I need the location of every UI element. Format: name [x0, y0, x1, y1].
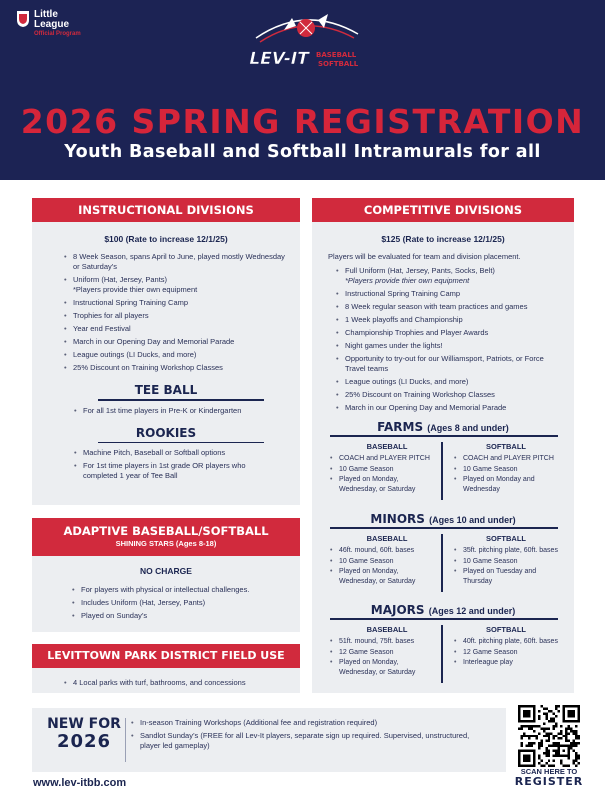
- list-item: • 12 Game Season: [454, 648, 558, 658]
- qr-module: [565, 737, 567, 739]
- qr-module: [558, 732, 560, 734]
- list-item: • League outings (LI Ducks, and more): [64, 350, 288, 360]
- qr-module: [573, 750, 575, 752]
- list-item: • Year end Festival: [64, 324, 288, 334]
- qr-module: [545, 715, 547, 717]
- qr-module: [553, 727, 555, 729]
- qr-module: [533, 730, 535, 732]
- rookies-title: ROOKIES: [135, 425, 197, 440]
- qr-module: [558, 742, 560, 744]
- competitive-price: $125 (Rate to increase 12/1/25): [381, 234, 505, 244]
- qr-module: [548, 735, 550, 737]
- list-item: • Played on Monday and Wednesday: [454, 475, 558, 494]
- qr-module: [540, 740, 542, 742]
- qr-module: [538, 745, 540, 747]
- qr-module: [520, 735, 522, 737]
- scan-line1: SCAN HERE TO: [520, 767, 578, 776]
- page-title: 2026 SPRING REGISTRATION: [20, 102, 585, 141]
- farms-name: FARMS: [377, 420, 424, 434]
- list-item: • 10 Game Season: [330, 557, 438, 567]
- qr-module: [573, 730, 575, 732]
- qr-module: [560, 732, 562, 734]
- qr-module: [570, 727, 572, 729]
- little-league-icon: [16, 10, 30, 28]
- qr-module: [555, 715, 557, 717]
- new-features: [131, 718, 471, 754]
- qr-module: [548, 752, 550, 754]
- qr-module: [565, 735, 567, 737]
- qr-module: [568, 732, 570, 734]
- instructional-heading: INSTRUCTIONAL DIVISIONS: [32, 198, 300, 222]
- farms-baseball-head: BASEBALL: [366, 442, 408, 451]
- list-item: • Includes Uniform (Hat, Jersey, Pants): [72, 598, 288, 608]
- qr-module: [553, 750, 555, 752]
- qr-module: [545, 717, 547, 719]
- qr-module: [520, 737, 522, 739]
- qr-module: [553, 720, 555, 722]
- qr-module: [553, 737, 555, 739]
- qr-module: [543, 722, 545, 724]
- instructional-price: $100 (Rate to increase 12/1/25): [104, 234, 228, 244]
- qr-module: [578, 735, 580, 737]
- qr-module: [543, 727, 545, 729]
- qr-module: [545, 747, 547, 749]
- farms-rule: [330, 435, 558, 437]
- qr-module: [558, 710, 560, 712]
- new-for-text: NEW FOR: [47, 716, 121, 732]
- qr-module: [545, 727, 547, 729]
- minors-columns: [330, 534, 558, 592]
- list-item: • Played on Tuesday and Thursday: [454, 567, 558, 586]
- qr-module: [553, 742, 555, 744]
- qr-module: [578, 762, 580, 764]
- qr-module: [568, 710, 575, 717]
- minors-title: [312, 512, 574, 526]
- qr-module: [528, 727, 530, 729]
- qr-module: [535, 737, 537, 739]
- field-use-panel: [32, 644, 300, 693]
- majors-name: MAJORS: [370, 603, 425, 617]
- farms-columns: [330, 442, 558, 500]
- list-item: • League outings (LI Ducks, and more): [336, 377, 562, 387]
- qr-module: [538, 710, 540, 712]
- list-item: • Interleague play: [454, 658, 558, 668]
- qr-module: [520, 742, 522, 744]
- qr-code[interactable]: [518, 705, 580, 767]
- rookies-list: [74, 448, 274, 481]
- list-item: • Sandlot Sunday’s (FREE for all Lev-It players, separate sign up required. Supervised, unstructured, player led gameplay): [131, 731, 471, 751]
- list-item: • 4 Local parks with turf, bathrooms, and concessions: [64, 678, 288, 688]
- list-item: • 40ft. pitching plate, 60ft. bases: [454, 637, 558, 647]
- qr-module: [523, 725, 525, 727]
- qr-module: [575, 755, 577, 757]
- qr-module: [560, 737, 562, 739]
- qr-module: [548, 755, 550, 757]
- list-item: • 8 Week Season, spans April to June, played mostly Wednesday or Saturday’s: [64, 252, 288, 272]
- minors-name: MINORS: [370, 512, 425, 526]
- qr-module: [563, 735, 565, 737]
- adaptive-heading: ADAPTIVE BASEBALL/SOFTBALL: [63, 524, 269, 538]
- qr-module: [570, 747, 572, 749]
- qr-module: [555, 755, 557, 757]
- qr-module: [540, 742, 542, 744]
- qr-module: [530, 735, 532, 737]
- field-use-list: [64, 678, 288, 688]
- qr-module: [553, 755, 555, 757]
- competitive-list: [336, 266, 562, 413]
- minors-softball-head: SOFTBALL: [486, 534, 526, 543]
- qr-module: [553, 725, 555, 727]
- qr-module: [555, 752, 557, 754]
- adaptive-header: [32, 518, 300, 556]
- scan-line2: REGISTER: [514, 775, 584, 788]
- qr-module: [548, 737, 550, 739]
- list-item: • For all 1st time players in Pre-K or Kindergarten: [74, 406, 288, 416]
- qr-module: [520, 727, 522, 729]
- qr-module: [573, 740, 575, 742]
- list-item: • 10 Game Season: [454, 557, 558, 567]
- qr-module: [545, 750, 547, 752]
- minors-softball: [444, 534, 558, 592]
- qr-module: [555, 707, 557, 709]
- qr-module: [548, 750, 550, 752]
- qr-module: [525, 725, 527, 727]
- header-banner: [0, 0, 605, 180]
- majors-title: [312, 603, 574, 617]
- list-item: • COACH and PLAYER PITCH: [330, 454, 438, 464]
- qr-module: [575, 757, 577, 759]
- ll-logo-line1: Little: [34, 9, 58, 20]
- qr-module: [545, 762, 547, 764]
- qr-module: [538, 717, 540, 719]
- minors-baseball: [330, 534, 444, 592]
- qr-module: [550, 710, 552, 712]
- list-item: • Instructional Spring Training Camp: [336, 289, 562, 299]
- qr-module: [575, 752, 577, 754]
- list-item: • 8 Week regular season with team practices and games: [336, 302, 562, 312]
- majors-baseball: [330, 625, 444, 683]
- list-item: • Played on Monday, Wednesday, or Saturday: [330, 475, 438, 494]
- list-item: • 35ft. pitching plate, 60ft. bases: [454, 546, 558, 556]
- farms-title: [312, 420, 574, 434]
- uniform-note: *Players provide thier own equipment: [345, 276, 470, 285]
- qr-module: [528, 725, 530, 727]
- qr-caption: [508, 768, 590, 788]
- qr-module: [553, 745, 555, 747]
- list-item: • 25% Discount on Training Workshop Classes: [64, 363, 288, 373]
- qr-module: [555, 745, 557, 747]
- qr-module: [560, 725, 562, 727]
- qr-module: [573, 742, 575, 744]
- list-item: • Trophies for all players: [64, 311, 288, 321]
- website-link[interactable]: www.lev-itbb.com: [33, 777, 127, 789]
- qr-module: [545, 707, 547, 709]
- qr-module: [535, 735, 537, 737]
- qr-module: [558, 705, 560, 707]
- qr-module: [545, 712, 547, 714]
- qr-module: [543, 707, 545, 709]
- qr-module: [523, 732, 525, 734]
- teeball-title: TEE BALL: [134, 383, 198, 397]
- qr-module: [528, 745, 530, 747]
- minors-divider: [441, 534, 443, 592]
- footer-divider: [125, 718, 126, 762]
- qr-module: [530, 742, 532, 744]
- field-use-heading: LEVITTOWN PARK DISTRICT FIELD USE: [32, 644, 300, 668]
- qr-module: [543, 712, 545, 714]
- list-item: • 46ft. mound, 60ft. bases: [330, 546, 438, 556]
- qr-module: [578, 755, 580, 757]
- qr-module: [523, 755, 530, 762]
- qr-module: [568, 757, 570, 759]
- list-item: • Played on Monday, Wednesday, or Saturday: [330, 567, 438, 586]
- qr-module: [555, 725, 557, 727]
- list-item: • 10 Game Season: [330, 465, 438, 475]
- majors-softball-head: SOFTBALL: [486, 625, 526, 634]
- list-item: • March in our Opening Day and Memorial Parade: [64, 337, 288, 347]
- qr-module: [525, 735, 527, 737]
- qr-module: [555, 750, 557, 752]
- qr-module: [568, 725, 570, 727]
- minors-age: (Ages 10 and under): [429, 515, 516, 525]
- qr-module: [535, 725, 537, 727]
- qr-module: [575, 725, 577, 727]
- list-item: • Opportunity to try-out for our Williamsport, Patriots, or Force Travel teams: [336, 354, 562, 374]
- qr-module: [538, 732, 540, 734]
- qr-module: [560, 760, 562, 762]
- competitive-intro: Players will be evaluated for team and division placement.: [328, 252, 521, 261]
- farms-softball: [444, 442, 558, 500]
- new-for-label: [44, 717, 124, 752]
- qr-module: [545, 755, 547, 757]
- list-item: • Instructional Spring Training Camp: [64, 298, 288, 308]
- qr-module: [548, 745, 550, 747]
- list-item: • 10 Game Season: [454, 465, 558, 475]
- qr-module: [555, 742, 557, 744]
- qr-module: [563, 750, 565, 752]
- qr-module: [543, 752, 545, 754]
- qr-module: [565, 740, 567, 742]
- qr-module: [555, 705, 557, 707]
- qr-module: [565, 727, 567, 729]
- qr-module: [538, 762, 540, 764]
- lev-logo-main: LEV-IT: [247, 49, 311, 69]
- qr-module: [530, 725, 532, 727]
- qr-module: [530, 745, 532, 747]
- qr-module: [548, 720, 550, 722]
- little-league-logo: [16, 10, 81, 38]
- qr-module: [570, 745, 572, 747]
- minors-rule: [330, 527, 558, 529]
- list-item: • Night games under the lights!: [336, 341, 562, 351]
- qr-module: [548, 727, 550, 729]
- adaptive-subheading: SHINING STARS (Ages 8-18): [115, 539, 217, 548]
- qr-module: [538, 755, 540, 757]
- qr-module: [550, 717, 552, 719]
- qr-module: [565, 730, 567, 732]
- qr-module: [575, 745, 577, 747]
- qr-module: [520, 725, 522, 727]
- majors-rule: [330, 618, 558, 620]
- qr-module: [550, 720, 552, 722]
- qr-module: [575, 732, 577, 734]
- qr-module: [545, 740, 547, 742]
- qr-module: [548, 760, 550, 762]
- majors-baseball-head: BASEBALL: [366, 625, 408, 634]
- qr-module: [545, 732, 547, 734]
- qr-module: [575, 737, 577, 739]
- qr-module: [575, 742, 577, 744]
- lev-logo-sub2: SOFTBALL: [318, 60, 359, 68]
- list-item: • March in our Opening Day and Memorial Parade: [336, 403, 562, 413]
- ll-logo-line3: Official Program: [34, 31, 81, 37]
- farms-baseball: [330, 442, 444, 500]
- qr-module: [538, 757, 540, 759]
- list-item: • 1 Week playoffs and Championship: [336, 315, 562, 325]
- majors-columns: [330, 625, 558, 683]
- qr-module: [525, 745, 527, 747]
- qr-module: [578, 757, 580, 759]
- qr-module: [573, 732, 575, 734]
- farms-softball-head: SOFTBALL: [486, 442, 526, 451]
- qr-module: [528, 742, 530, 744]
- list-item: • Full Uniform (Hat, Jersey, Pants, Socks, Belt) *Players provide thier own equipment: [336, 266, 562, 286]
- new-for-year: 2026: [56, 731, 112, 752]
- qr-module: [573, 745, 575, 747]
- qr-module: [555, 735, 557, 737]
- qr-module: [520, 745, 522, 747]
- teeball-list: [74, 406, 288, 416]
- instructional-list: [64, 252, 288, 373]
- list-item: • Uniform (Hat, Jersey, Pants) *Players provide thier own equipment: [64, 275, 288, 295]
- adaptive-panel: [32, 518, 300, 632]
- qr-module: [573, 762, 575, 764]
- majors-age: (Ages 12 and under): [428, 606, 516, 616]
- farms-age: (Ages 8 and under): [427, 423, 509, 433]
- list-item: • 12 Game Season: [330, 648, 438, 658]
- majors-softball: [444, 625, 558, 683]
- qr-module: [555, 722, 557, 724]
- qr-module: [568, 740, 570, 742]
- list-item: • Played on Monday, Wednesday, or Saturday: [330, 658, 438, 677]
- competitive-heading: COMPETITIVE DIVISIONS: [312, 198, 574, 222]
- instructional-panel: [32, 198, 300, 505]
- page-subtitle: Youth Baseball and Softball Intramurals for all: [64, 142, 541, 162]
- qr-module: [553, 735, 555, 737]
- qr-module: [570, 742, 572, 744]
- qr-module: [528, 737, 530, 739]
- lev-it-logo: [246, 8, 366, 74]
- qr-module: [538, 747, 540, 749]
- minors-baseball-head: BASEBALL: [366, 534, 408, 543]
- qr-module: [543, 730, 545, 732]
- farms-divider: [441, 442, 443, 500]
- qr-module: [540, 745, 542, 747]
- qr-module: [553, 760, 555, 762]
- qr-module: [533, 735, 535, 737]
- qr-module: [570, 730, 572, 732]
- teeball-rule: [98, 399, 264, 401]
- list-item: • COACH and PLAYER PITCH: [454, 454, 558, 464]
- qr-module: [540, 727, 542, 729]
- qr-module: [530, 727, 532, 729]
- qr-module: [540, 760, 542, 762]
- qr-module: [578, 737, 580, 739]
- list-item: • 25% Discount on Training Workshop Classes: [336, 390, 562, 400]
- qr-module: [553, 712, 555, 714]
- qr-module: [523, 735, 525, 737]
- list-item: • Played on Sunday’s: [72, 611, 288, 621]
- list-item: • Machine Pitch, Baseball or Softball options: [74, 448, 274, 458]
- qr-module: [538, 715, 540, 717]
- qr-module: [558, 737, 560, 739]
- qr-module: [560, 762, 562, 764]
- qr-module: [538, 742, 540, 744]
- uniform-note: *Players provide thier own equipment: [73, 285, 198, 294]
- list-item: • In-season Training Workshops (Additional fee and registration required): [131, 718, 471, 728]
- qr-module: [560, 730, 562, 732]
- ll-logo-line2: League: [34, 19, 70, 30]
- lev-logo-sub1: BASEBALL: [316, 51, 357, 59]
- qr-module: [578, 742, 580, 744]
- list-item: • For 1st time players in 1st grade OR players who completed 1 year of Tee Ball: [74, 461, 274, 481]
- qr-module: [543, 735, 545, 737]
- qr-module: [553, 717, 555, 719]
- qr-module: [548, 710, 550, 712]
- majors-divider: [441, 625, 443, 683]
- qr-module: [533, 725, 535, 727]
- qr-module: [538, 725, 540, 727]
- list-item: • 51ft. mound, 75ft. bases: [330, 637, 438, 647]
- qr-module: [550, 745, 552, 747]
- qr-module: [533, 742, 535, 744]
- adaptive-price: NO CHARGE: [140, 566, 192, 576]
- qr-module: [540, 705, 542, 707]
- qr-module: [575, 760, 577, 762]
- qr-module: [575, 735, 577, 737]
- qr-module: [565, 732, 567, 734]
- qr-module: [523, 710, 530, 717]
- qr-module: [568, 727, 570, 729]
- qr-module: [548, 732, 550, 734]
- list-item: • Championship Trophies and Player Awards: [336, 328, 562, 338]
- qr-module: [545, 752, 547, 754]
- rookies-rule: [98, 442, 264, 444]
- qr-module: [518, 727, 520, 729]
- qr-module: [573, 760, 575, 762]
- list-item: • For players with physical or intellectual challenges.: [72, 585, 288, 595]
- qr-module: [575, 730, 577, 732]
- qr-module: [528, 735, 530, 737]
- adaptive-list: [72, 585, 288, 621]
- qr-module: [545, 735, 547, 737]
- qr-module: [550, 732, 552, 734]
- qr-module: [548, 740, 550, 742]
